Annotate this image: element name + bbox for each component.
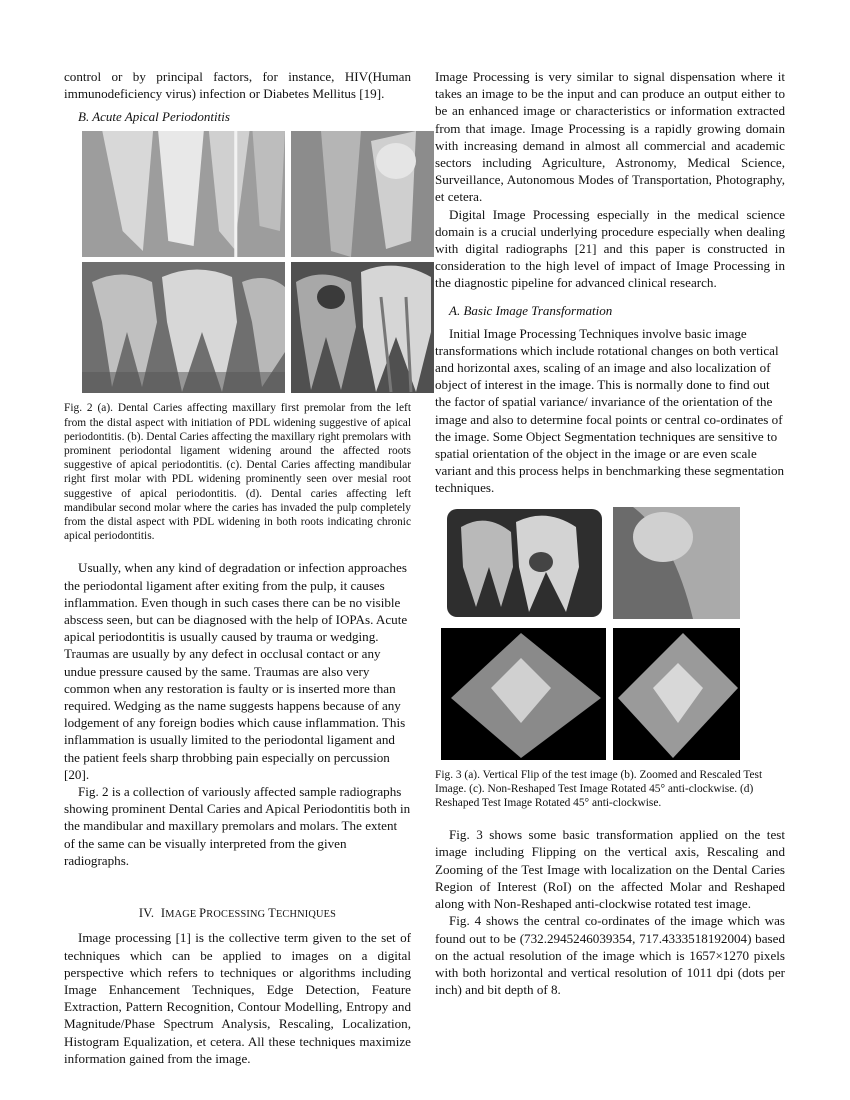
image-processing-paragraph: Image processing [1] is the collective term given to the set of techniques which can be applied to images on a digital perspective which refers to techniques or algorithms including Image Enhancement Techniques, Edge Detection, Feature Extraction, Pattern Recognition, Contour Modelling, Entropy and Magnitude/Phase Spectrum Analysis, Rescaling, Localization, Histogram Equalization, et cetera. All these techniques maximize information gained from the image.: [64, 930, 411, 1066]
fig2d-radiograph: [291, 262, 434, 393]
section-heading-iv: [64, 905, 411, 923]
fig2-caption: Fig. 2 (a). Dental Caries affecting maxillary first premolar from the left from the distal aspect with initiation of PDL widening suggestive of apical periodontitis. (b). Dental Caries affecting the maxillary right premolars with prominent periodontal ligament widening around the affected roots suggestive of apical periodontitis. (c). Dental Caries affecting mandibular right first molar with PDL widening prominently seen over mesial root suggestive of apical periodontitis. (d). Dental caries affecting left mandibular second molar where the caries has invaded the pulp completely from the distal aspect with PDL widening in both roots indicating chronic apical periodontitis.: [64, 402, 411, 543]
figure-2: [64, 131, 411, 393]
section-title-part: T: [268, 906, 276, 921]
acute-apical-paragraph: Usually, when any kind of degradation or infection approaches the periodontal ligament after exiting from the pulp, it causes inflammation. Even though in such cases there can be no visible abscess seen, but can be diagnosed with the help of IOPAs. Acute apical periodontitis is usually caused by trauma or wedging. Traumas are usually by any defect in occlusal contact or any undue pressure caused by the same. Traumas are also very common when any restoration is faulty or is inserted more than required. Wedging as the name suggests happens because of any lodgement of any foreign bodies which cause inflammation. This inflammation is usually limited to the periodontal ligament and the patient feels sharp throbbing pain especially on percussion [20].: [64, 560, 408, 782]
fig3c-radiograph: [441, 628, 606, 760]
digital-image-processing-paragraph: Digital Image Processing especially in the medical science domain is a crucial underlying procedure especially when dealing with digital radiographs [21] and this paper is constructed in consideration to the high level of impact of Image Processing in the diagnostic pipeline for advanced clinical research.: [435, 206, 785, 291]
fig2-description-paragraph: Fig. 2 is a collection of variously affected sample radiographs showing prominent Dental Caries and Apical Periodontitis both in the mandibular and maxillary premolars and molars. The extent of the same can be visually interpreted from the given radiographs.: [64, 784, 411, 868]
fig2a-radiograph: [82, 131, 285, 257]
fig4-description-paragraph: Fig. 4 shows the central co-ordinates of the image which was found out to be (732.2945246039354, 717.4333518192004) based on the actual resolution of the image which is 1657×1270 pixels with both horizontal and vertical resolution of 1011 dpi (dots per inch) and bit depth of 8.: [435, 913, 785, 998]
fig3d-radiograph: [613, 628, 740, 760]
fig3-description-paragraph: Fig. 3 shows some basic transformation applied on the test image including Flipping on the vertical axis, Rescaling and Zooming of the Test Image with localization on the Dental Caries Region of Interest (RoI) on the affected Molar and Reshaped along with Non-Reshaped anti-clockwise rotated test image.: [435, 827, 785, 912]
fig3-caption: Fig. 3 (a). Vertical Flip of the test image (b). Zoomed and Rescaled Test Image. (c). Non-Reshaped Test Image Rotated 45° anti-clockwise. (d) Reshaped Test Image Rotated 45° anti-clockwise.: [435, 768, 763, 810]
fig3b-radiograph: [613, 507, 740, 619]
section-title-part: P: [199, 906, 207, 921]
intro-paragraph: control or by principal factors, for instance, HIV(Human immunodeficiency virus) infection or Diabetes Mellitus [19].: [64, 69, 411, 102]
left-column: [64, 68, 411, 1067]
subsection-heading-a: A. Basic Image Transformation: [449, 302, 613, 318]
figure-3: [435, 507, 785, 762]
section-title-part: ROCESSING: [206, 909, 269, 921]
signal-dispensation-paragraph: Image Processing is very similar to signal dispensation where it takes an image to be the input and can produce an output either to be an enhanced image or characteristics or information extracted from that image. Image Processing is a rapidly growing domain with increasing demand in almost all commercial and academic sectors including Agriculture, Astronomy, Medical Science, Surveillance, Autonomous Modes of Transportation, Photography, et cetera.: [435, 69, 785, 205]
section-title-part: I: [160, 906, 166, 921]
basic-transformation-paragraph: Initial Image Processing Techniques involve basic image transformations which include rotational changes on both vertical and horizontal axes, scaling of an image and also localization of object of interest in the image. This is normally done to find out the factor of spatial variance/ invariance of the orientation of the image and also to determine focal points or central co-ordinates of the image. Some Object Segmentation techniques are sensitive to spatial orientation of the object in the image or are even scale variant and this process helps in benchmarking these segmentation techniques.: [435, 325, 785, 496]
section-title-part: ECHNIQUES: [275, 909, 337, 921]
subsection-heading-b: B. Acute Apical Periodontitis: [78, 109, 230, 125]
fig3a-radiograph: [441, 507, 606, 619]
section-title-part: MAGE: [165, 909, 200, 921]
fig2c-radiograph: [82, 262, 285, 393]
fig2b-radiograph: [291, 131, 434, 257]
right-column: [435, 68, 785, 998]
section-number: IV.: [138, 906, 155, 921]
